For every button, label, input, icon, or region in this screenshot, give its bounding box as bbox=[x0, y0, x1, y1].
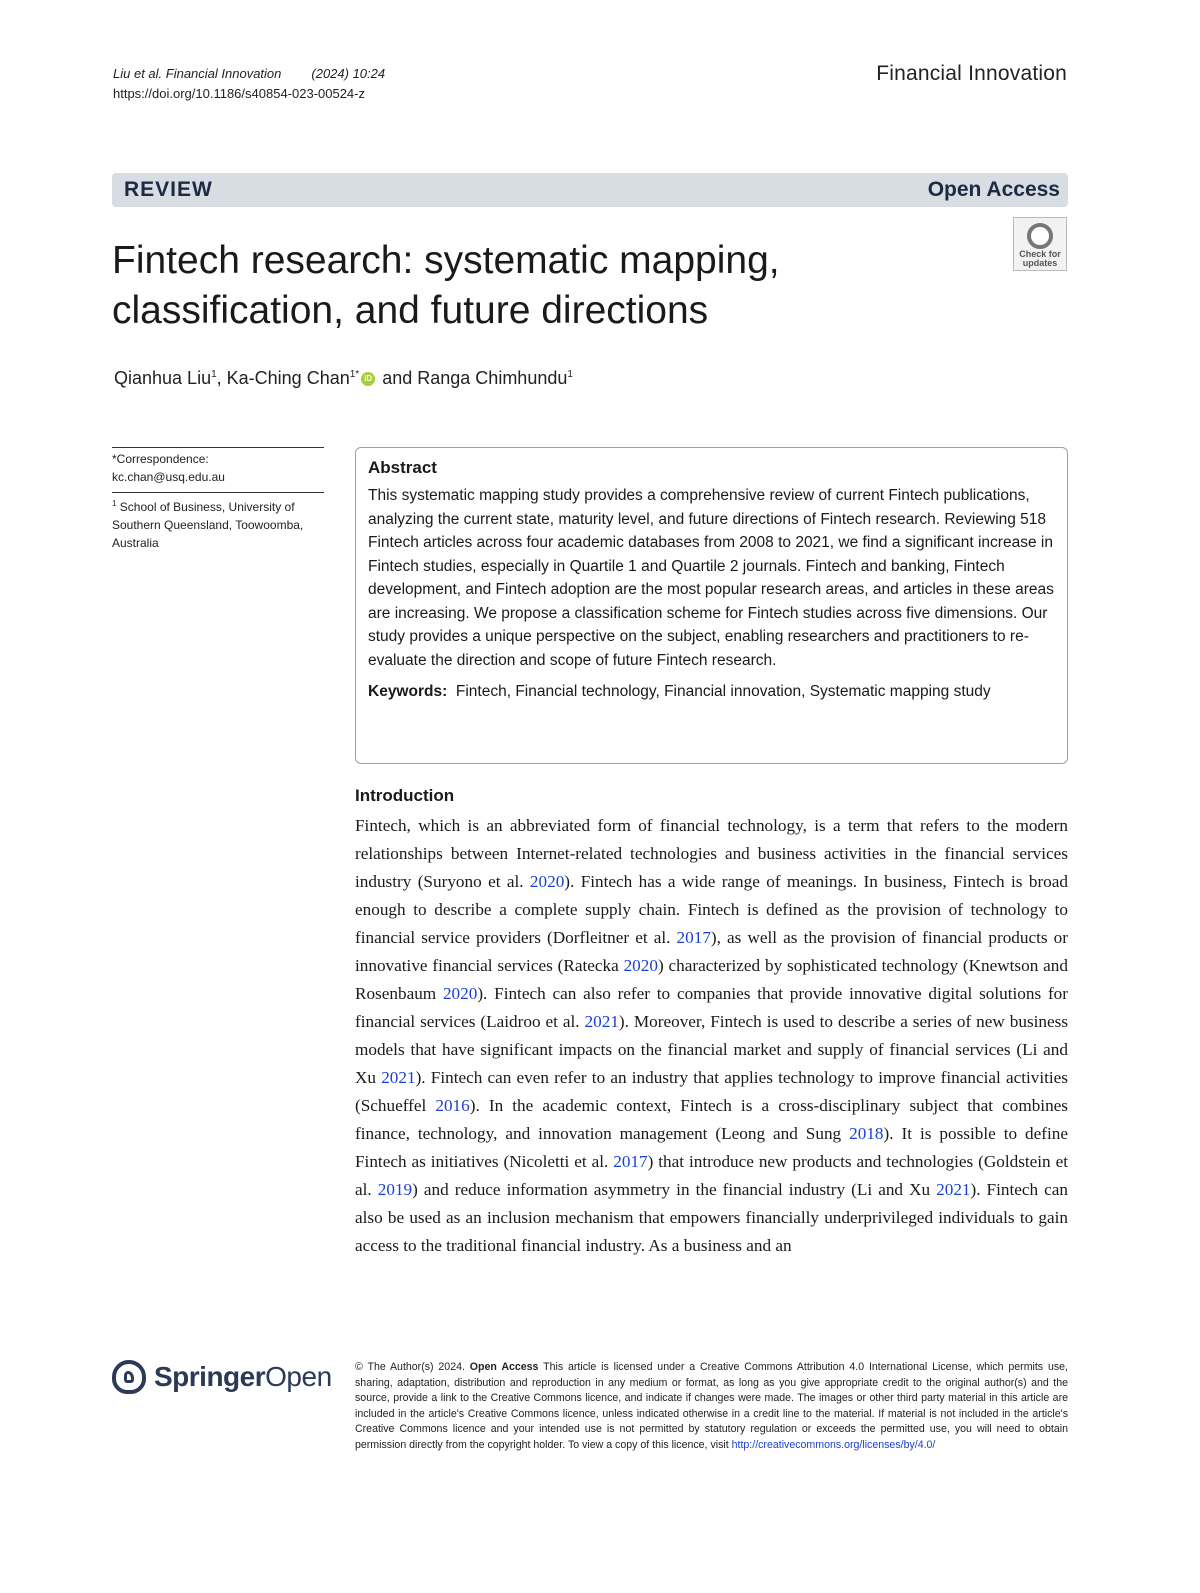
logo-brand-suffix: Open bbox=[265, 1361, 332, 1392]
author-1-affil: 1 bbox=[211, 369, 217, 380]
body-text: ) and reduce information asymmetry in the financial industry (Li and Xu bbox=[412, 1180, 937, 1199]
article-type-banner bbox=[112, 173, 1068, 207]
correspondence-email[interactable]: kc.chan@usq.edu.au bbox=[112, 470, 225, 484]
year-volume: (2024) 10:24 bbox=[311, 66, 386, 81]
open-access-label: Open Access bbox=[927, 178, 1060, 201]
author-3: Ranga Chimhundu bbox=[417, 368, 568, 388]
citation-year-link[interactable]: 2016 bbox=[435, 1096, 470, 1115]
abstract-heading: Abstract bbox=[368, 458, 437, 477]
author-2: Ka-Ching Chan bbox=[226, 368, 350, 388]
article-type: REVIEW bbox=[124, 178, 213, 201]
body-text: ), as well as the provision of financial products or innovative financial services (Ratecka bbox=[355, 928, 1068, 975]
body-text: ) characterized by sophisticated technology (Knewtson and Rosenbaum bbox=[355, 956, 1068, 1003]
badge-line2: updates bbox=[1022, 258, 1058, 268]
keywords-list: Fintech, Financial technology, Financial innovation, Systematic mapping study bbox=[455, 683, 991, 700]
author-joiner: and bbox=[382, 368, 413, 388]
body-text: ). It is possible to define Fintech as initiatives (Nicoletti et al. bbox=[355, 1124, 1068, 1171]
citation-year-link[interactable]: 2017 bbox=[676, 928, 711, 947]
correspondence bbox=[112, 450, 324, 486]
introduction-heading: Introduction bbox=[355, 786, 455, 805]
badge-line1: Check for bbox=[1019, 249, 1061, 259]
correspondence-label: *Correspondence: bbox=[112, 452, 209, 466]
copyright: © The Author(s) 2024. bbox=[355, 1361, 465, 1373]
author-2-affil: 1* bbox=[349, 369, 360, 380]
affiliation-text: School of Business, University of Southern Queensland, Toowoomba, Australia bbox=[112, 500, 304, 550]
introduction-body bbox=[355, 812, 1068, 1260]
affiliation bbox=[112, 495, 324, 552]
citation-year-link[interactable]: 2018 bbox=[849, 1124, 884, 1143]
crossmark-icon bbox=[1027, 223, 1053, 249]
body-text: ). Fintech can even refer to an industry that applies technology to improve financial activities (Schueffel bbox=[355, 1068, 1068, 1115]
citation-year-link[interactable]: 2021 bbox=[381, 1068, 416, 1087]
springer-horse-icon bbox=[112, 1360, 146, 1394]
license-body: This article is licensed under a Creative Commons Attribution 4.0 International License, which permits use, sharing, adaptation, distribution and reproduction in any medium or format, as long as you give appropriate credit to the original author(s) and the source, provide a link to the Creative Commons licence, and indicate if changes were made. The images or other third party material in this article are included in the article's Creative Commons licence, unless indicated otherwise in a credit line to the material. If material is not included in the article's Creative Commons licence and your intended use is not permitted by statutory regulation or exceeds the permitted use, you will need to obtain permission directly from the copyright holder. To view a copy of this licence, visit bbox=[355, 1361, 1068, 1451]
license-oa-label: Open Access bbox=[469, 1361, 539, 1373]
citation-year-link[interactable]: 2021 bbox=[584, 1012, 619, 1031]
license-url-link[interactable]: http://creativecommons.org/licenses/by/4.0/ bbox=[731, 1438, 936, 1451]
body-text: Fintech, which is an abbreviated form of financial technology, is a term that refers to the modern relationships between Internet-related technologies and business activities in the financial services industry (Suryono et al. bbox=[355, 816, 1068, 891]
citation-year-link[interactable]: 2017 bbox=[613, 1152, 648, 1171]
body-text: ). Fintech has a wide range of meanings. In business, Fintech is broad enough to describe a complete supply chain. Fintech is defined as the provision of technology to financial service providers (Dorfleitner et al. bbox=[355, 872, 1068, 947]
author-3-affil: 1 bbox=[567, 369, 573, 380]
body-text: ). Fintech can also be used as an inclusion mechanism that empowers financially underprivileged individuals to gain access to the traditional financial industry. As a business and an bbox=[355, 1180, 1069, 1255]
author-1: Qianhua Liu bbox=[114, 368, 212, 388]
keywords bbox=[368, 680, 1055, 704]
springer-open-logo bbox=[112, 1360, 332, 1394]
citation-year-link[interactable]: 2021 bbox=[936, 1180, 971, 1199]
license-text bbox=[355, 1360, 1068, 1453]
author-list: Qianhua Liu$^1$, Ka-Ching Chan$^{1*}$ iD and Ranga Chimhundu$^1$ bbox=[114, 368, 573, 388]
citation-year-link[interactable]: 2019 bbox=[377, 1180, 413, 1199]
body-text: ). Moreover, Fintech is used to describe a series of new business models that have significant impacts on the financial market and supply of financial services (Li and Xu bbox=[355, 1012, 1069, 1087]
body-text: ) that introduce new products and technologies (Goldstein et al. bbox=[355, 1152, 1068, 1199]
citation: Liu et al. Financial Innovation bbox=[113, 66, 282, 81]
logo-brand: Springer bbox=[154, 1361, 266, 1392]
orcid-icon[interactable]: iD bbox=[361, 372, 375, 386]
doi-link[interactable]: https://doi.org/10.1186/s40854-023-00524-z bbox=[113, 86, 365, 101]
check-for-updates-badge[interactable] bbox=[1013, 217, 1067, 271]
citation-year-link[interactable]: 2020 bbox=[529, 872, 565, 891]
sidebar-divider bbox=[112, 492, 324, 493]
body-text: ). In the academic context, Fintech is a cross-disciplinary subject that combines finance, technology, and innovation management (Leong and Sung bbox=[355, 1096, 1068, 1143]
abstract-text: This systematic mapping study provides a comprehensive review of current Fintech publications, analyzing the current state, maturity level, and future directions of Fintech research. Reviewing 518 Fintech articles across four academic databases from 2008 to 2021, we find a significant increase in Fintech studies, especially in Quartile 1 and Quartile 2 journals. Fintech and banking, Fintech development, and Fintech adoption are the most popular research areas, and articles in these areas are increasing. We propose a classification scheme for Fintech studies across five dimensions. Our study provides a unique perspective on the subject, enabling researchers and practitioners to re-evaluate the direction and scope of future Fintech research. bbox=[368, 487, 1054, 669]
abstract-box bbox=[355, 447, 1068, 764]
affiliation-number: 1 bbox=[112, 499, 117, 508]
paper-title: Fintech research: systematic mapping, classification, and future directions bbox=[112, 239, 780, 332]
keywords-label: Keywords: bbox=[368, 683, 448, 700]
running-head bbox=[113, 64, 385, 104]
body-text: ). Fintech can also refer to companies that provide innovative digital solutions for financial services (Laidroo et al. bbox=[355, 984, 1069, 1031]
citation-year-link[interactable]: 2020 bbox=[442, 984, 478, 1003]
sidebar-divider-top bbox=[112, 447, 324, 448]
journal-name: Financial Innovation bbox=[876, 62, 1067, 85]
citation-year-link[interactable]: 2020 bbox=[623, 956, 658, 975]
